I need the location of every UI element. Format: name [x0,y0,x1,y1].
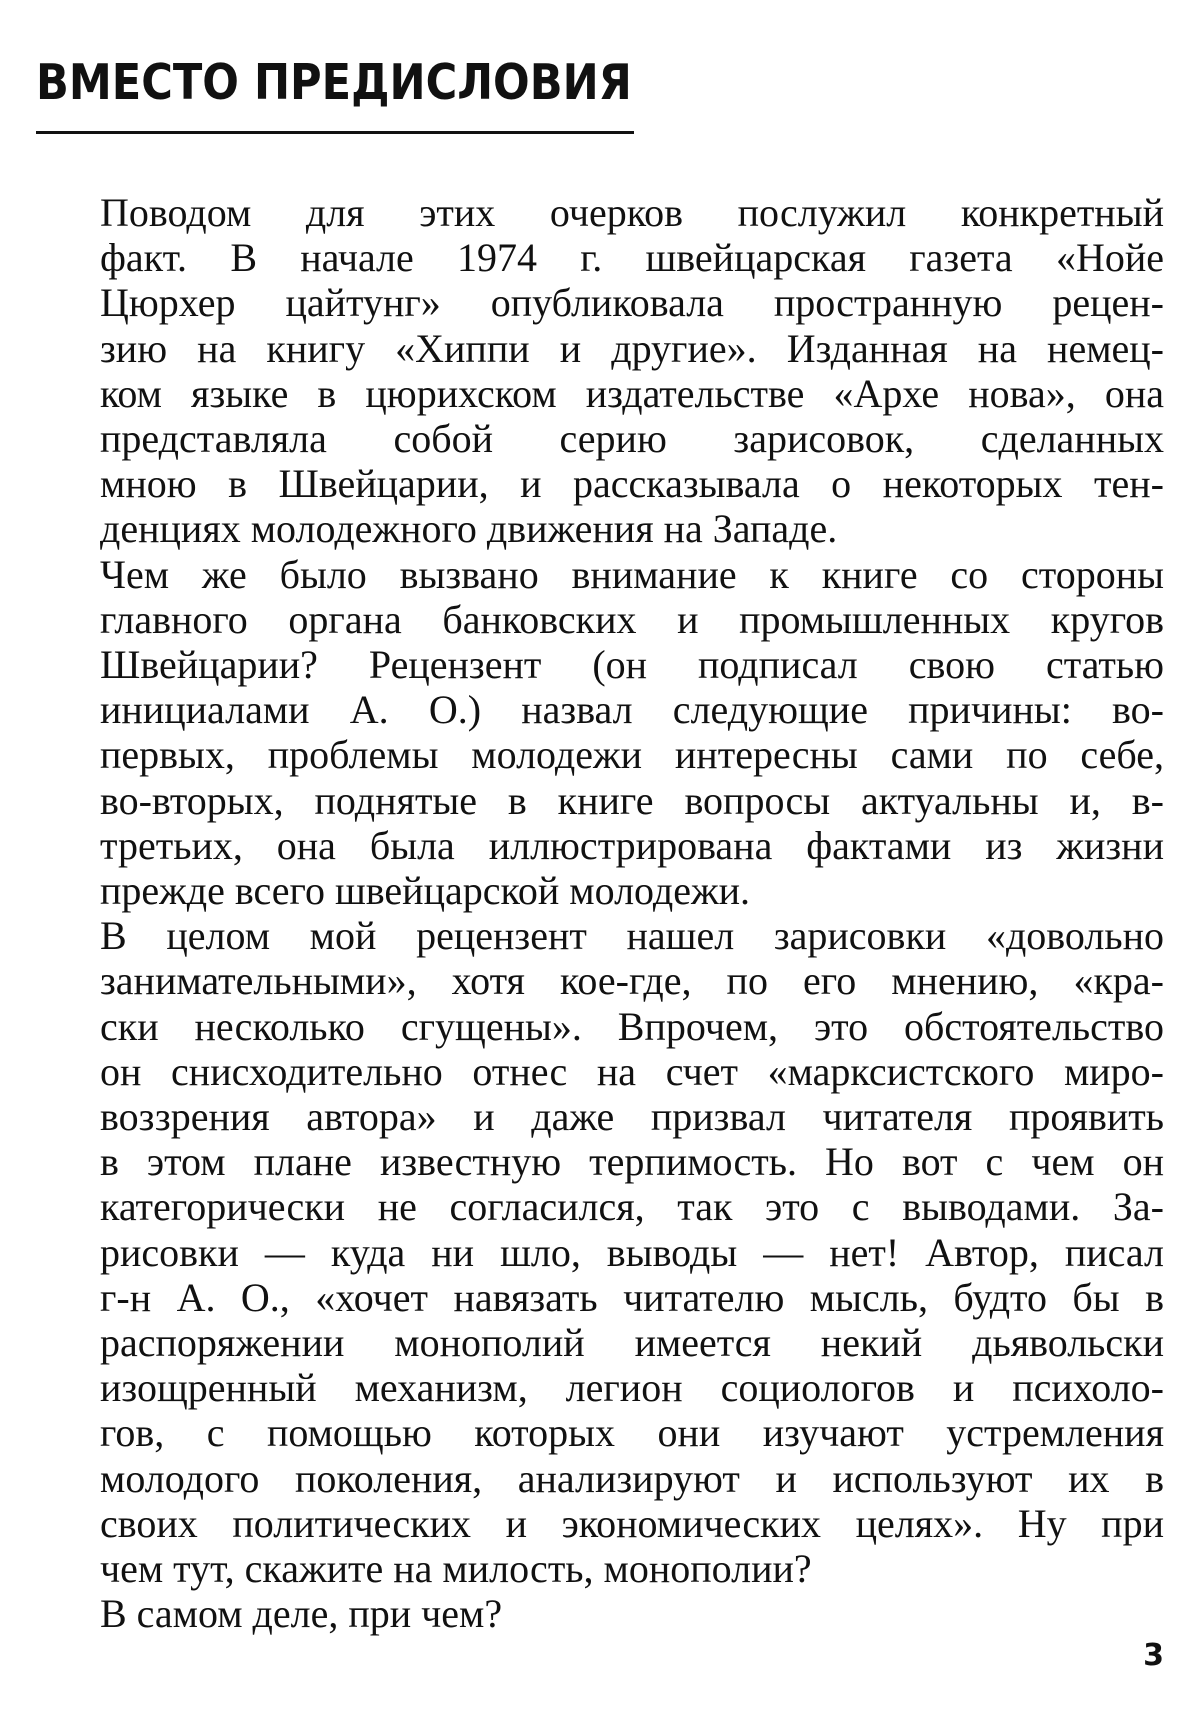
text-line: денциях молодежного движения на Западе. [100,506,838,552]
text-line: он снисходительно отнес на счет «марксистского миро- [100,1048,1164,1094]
text-line: факт. В начале 1974 г. швейцарская газета «Нойе [100,235,1164,281]
text-line: главного органа банковских и промышленных кругов [100,596,1164,642]
text-line: мною в Швейцарии, и рассказывала о некоторых тен- [100,461,1164,507]
text-line: молодого поколения, анализируют и используют их в [100,1455,1164,1501]
text-line: инициалами А. О.) назвал следующие причины: во- [100,687,1164,733]
text-line: изощренный механизм, легион социологов и психоло- [100,1365,1164,1411]
text-line: своих политических и экономических целях». Ну при [100,1500,1164,1546]
text-line: третьих, она была иллюстрирована фактами из жизни [100,822,1164,868]
paragraph-1 [36,190,1164,552]
text-line: г-н А. О., «хочет навязать читателю мысль, будто бы в [100,1274,1164,1320]
text-line: представляла собой серию зарисовок, сделанных [100,416,1164,462]
text-line: ком языке в цюрихском издательстве «Архе нова», она [100,370,1164,416]
text-line: чем тут, скажите на милость, монополии? [100,1546,812,1592]
text-line: занимательными», хотя кое-где, по его мнению, «кра- [100,958,1164,1004]
text-line: В самом деле, при чем? [100,1591,503,1637]
text-line: зию на книгу «Хиппи и другие». Изданная на немец- [100,325,1164,371]
text-line: в этом плане известную терпимость. Но вот с чем он [100,1139,1164,1185]
page-number: 3 [1143,1638,1164,1673]
heading-underline [36,131,634,134]
text-line: Чем же было вызвано внимание к книге со стороны [100,551,1164,597]
text-line: Цюрхер цайтунг» опубликовала пространную рецен- [100,280,1164,326]
chapter-heading: ВМЕСТО ПРЕДИСЛОВИЯ [36,54,632,111]
text-line: рисовки — куда ни шло, выводы — нет! Автор, писал [100,1229,1164,1275]
text-line: категорически не согласился, так это с выводами. За- [100,1184,1164,1230]
paragraph-2 [36,552,1164,914]
text-line: В целом мой рецензент нашел зарисовки «довольно [100,913,1164,959]
text-line: ски несколько сгущены». Впрочем, это обстоятельство [100,1003,1164,1049]
paragraph-4 [36,1591,1164,1636]
text-line: первых, проблемы молодежи интересны сами по себе, [100,732,1164,778]
text-line: воззрения автора» и даже призвал читателя проявить [100,1094,1164,1140]
text-line: во-вторых, поднятые в книге вопросы актуальны и, в- [100,777,1164,823]
text-line: распоряжении монополий имеется некий дьявольски [100,1320,1164,1366]
text-line: Поводом для этих очерков послужил конкретный [100,190,1164,235]
paragraph-3 [36,913,1164,1591]
body-text [36,190,1164,1637]
text-line: прежде всего швейцарской молодежи. [100,868,751,914]
text-line: гов, с помощью которых они изучают устремления [100,1410,1164,1456]
text-line: Швейцарии? Рецензент (он подписал свою статью [100,642,1164,688]
